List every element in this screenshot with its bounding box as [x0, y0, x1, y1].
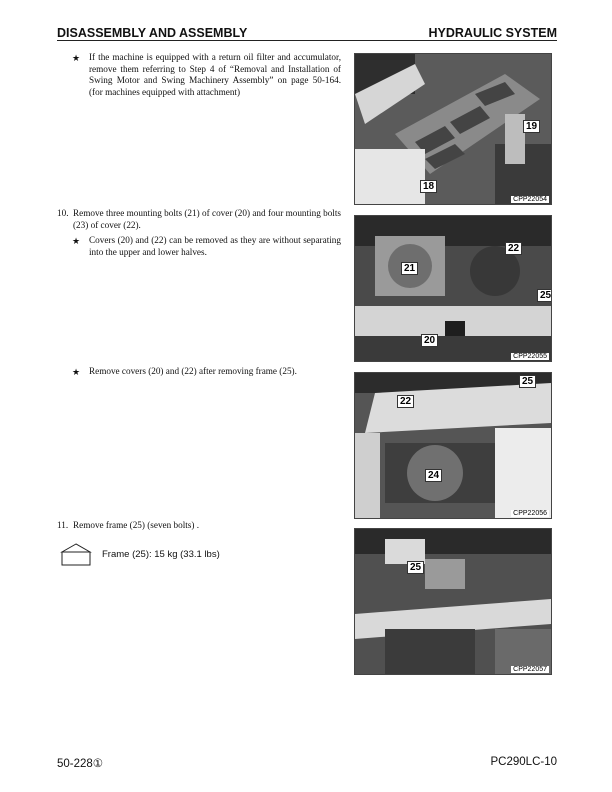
callout-label: 22 — [505, 242, 522, 255]
filter-note: If the machine is equipped with a return oil filter and accumulator, remove them referring to Step 4 of “Removal and Installation of Swing Motor and Swing Machinery Assembly” on page 50-164. (for machines equipped with attachment) — [89, 52, 341, 97]
star-icon: ★ — [72, 236, 81, 246]
figure-code: CPP22054 — [513, 196, 547, 203]
figure-code: CPP22056 — [513, 510, 547, 517]
photo-cover-bolts — [354, 215, 552, 362]
header-rule — [57, 40, 557, 41]
star-icon: ★ — [72, 367, 81, 377]
model-number: PC290LC-10 — [490, 756, 557, 768]
photo-frame-and-covers — [354, 372, 552, 519]
star-icon: ★ — [72, 53, 81, 63]
step-10-note-1: Covers (20) and (22) can be removed as they are without separating into the upper and lower halves. — [89, 235, 341, 257]
callout-label: 18 — [420, 180, 437, 193]
callout-label: 25 — [519, 375, 536, 388]
callout-label: 22 — [397, 395, 414, 408]
step-11-text: Remove frame (25) (seven bolts) . — [73, 520, 200, 530]
photo-frame-removal — [354, 528, 552, 675]
callout-label: 21 — [401, 262, 418, 275]
callout-label: 25 — [537, 289, 552, 302]
step-10-note-2: Remove covers (20) and (22) after removing frame (25). — [89, 366, 297, 376]
callout-label: 25 — [407, 561, 424, 574]
step-number: 11. — [57, 520, 69, 530]
figure-code: CPP22057 — [513, 666, 547, 673]
step-10-text: Remove three mounting bolts (21) of cover (20) and four mounting bolts (23) of cover (22). — [73, 208, 341, 230]
figure-code: CPP22055 — [513, 353, 547, 360]
callout-label: 24 — [425, 469, 442, 482]
step-number: 10. — [57, 208, 69, 218]
photo-cover-plates — [354, 53, 552, 205]
callout-label: 19 — [523, 120, 540, 133]
page-number: 50-228① — [57, 758, 104, 770]
chapter-title: HYDRAULIC SYSTEM — [428, 26, 557, 40]
weight-icon — [60, 543, 92, 572]
callout-label: 20 — [421, 334, 438, 347]
frame-weight: Frame (25): 15 kg (33.1 lbs) — [102, 549, 220, 560]
section-title: DISASSEMBLY AND ASSEMBLY — [57, 26, 248, 40]
